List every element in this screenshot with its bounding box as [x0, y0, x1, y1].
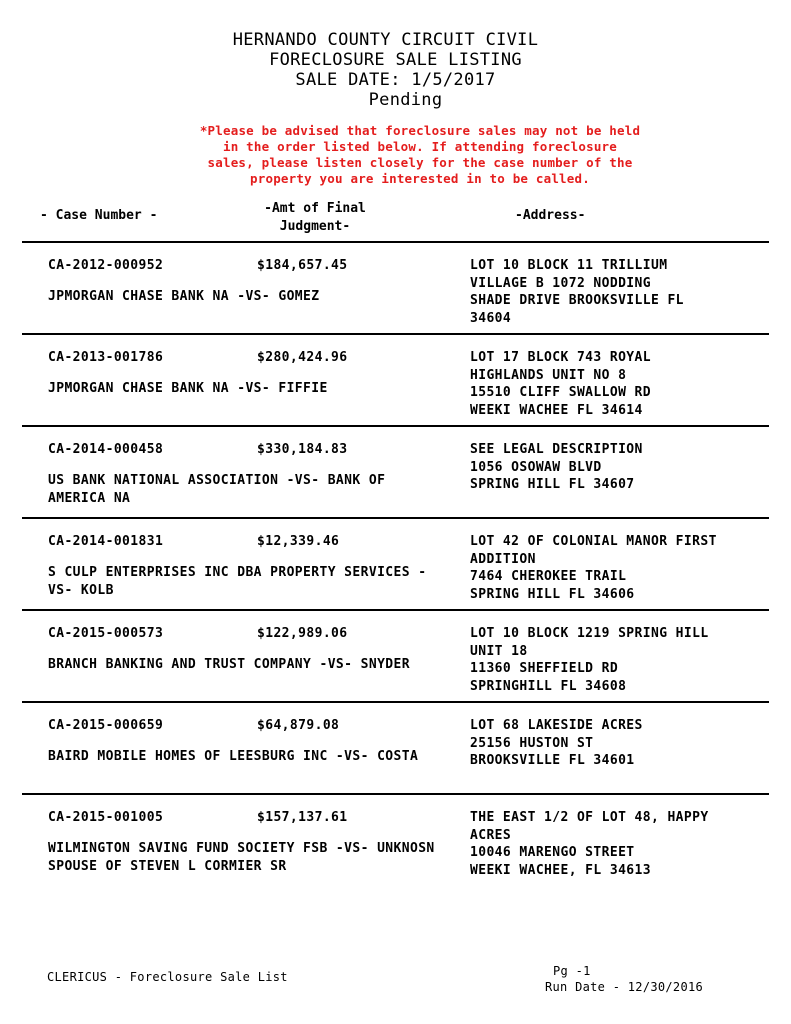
divider	[22, 241, 769, 243]
property-address: LOT 17 BLOCK 743 ROYAL HIGHLANDS UNIT NO 8 15510 CLIFF SWALLOW RD WEEKI WACHEE FL 34614	[470, 350, 651, 418]
property-address: LOT 10 BLOCK 1219 SPRING HILL UNIT 18 11360 SHEFFIELD RD SPRINGHILL FL 34608	[470, 626, 709, 694]
column-header-amount-line1: -Amt of Final	[264, 201, 366, 216]
property-address: LOT 42 OF COLONIAL MANOR FIRST ADDITION 7464 CHEROKEE TRAIL SPRING HILL FL 34606	[470, 534, 717, 602]
notice-line: property you are interested in to be called.	[250, 171, 590, 186]
divider	[22, 793, 769, 795]
title-listing: FORECLOSURE SALE LISTING	[269, 50, 522, 70]
case-parties: BRANCH BANKING AND TRUST COMPANY -VS- SNYDER	[48, 657, 410, 672]
property-address: LOT 10 BLOCK 11 TRILLIUM VILLAGE B 1072 NODDING SHADE DRIVE BROOKSVILLE FL 34604	[470, 258, 684, 326]
title-status: Pending	[368, 90, 443, 110]
judgment-amount: $280,424.96	[257, 350, 348, 365]
case-number: CA-2012-000952	[48, 258, 164, 273]
property-address: THE EAST 1/2 OF LOT 48, HAPPY ACRES 10046 MARENGO STREET WEEKI WACHEE, FL 34613	[470, 810, 709, 878]
case-number: CA-2015-000659	[48, 718, 164, 733]
case-number: CA-2013-001786	[48, 350, 164, 365]
property-address: LOT 68 LAKESIDE ACRES 25156 HUSTON ST BROOKSVILLE FL 34601	[470, 718, 643, 768]
listing-entry	[0, 809, 791, 901]
judgment-amount: $64,879.08	[257, 718, 340, 733]
case-parties: WILMINGTON SAVING FUND SOCIETY FSB -VS- UNKNOSN SPOUSE OF STEVEN L CORMIER SR	[48, 841, 435, 874]
divider	[22, 701, 769, 703]
column-header-case-number: - Case Number -	[40, 208, 158, 223]
divider	[22, 517, 769, 519]
property-address: SEE LEGAL DESCRIPTION 1056 OSOWAW BLVD SPRING HILL FL 34607	[470, 442, 643, 492]
listing-entry	[0, 441, 791, 533]
judgment-amount: $122,989.06	[257, 626, 348, 641]
report-title	[0, 30, 791, 110]
case-number: CA-2015-001005	[48, 810, 164, 825]
notice-line: sales, please listen closely for the case number of the	[207, 155, 633, 170]
column-header-address: -Address-	[515, 208, 586, 223]
case-parties: BAIRD MOBILE HOMES OF LEESBURG INC -VS- COSTA	[48, 749, 419, 764]
case-parties: JPMORGAN CHASE BANK NA -VS- FIFFIE	[48, 381, 328, 396]
title-county: HERNANDO COUNTY CIRCUIT CIVIL	[232, 30, 539, 50]
listing-entry	[0, 349, 791, 441]
listing-entry	[0, 533, 791, 625]
case-number: CA-2014-001831	[48, 534, 164, 549]
page-number: Pg -1	[553, 964, 591, 978]
judgment-amount: $157,137.61	[257, 810, 348, 825]
footer-page-info	[545, 963, 703, 995]
case-parties: JPMORGAN CHASE BANK NA -VS- GOMEZ	[48, 289, 320, 304]
judgment-amount: $330,184.83	[257, 442, 348, 457]
column-header-amount-line2: Judgment-	[279, 219, 351, 234]
listing-entry	[0, 717, 791, 809]
notice-line: in the order listed below. If attending foreclosure	[222, 139, 617, 154]
notice-line: *Please be advised that foreclosure sales may not be held	[199, 123, 641, 138]
divider	[22, 333, 769, 335]
case-number: CA-2015-000573	[48, 626, 164, 641]
divider	[22, 609, 769, 611]
run-date: Run Date - 12/30/2016	[545, 980, 704, 994]
sale-notice	[190, 123, 650, 187]
column-header-amount	[250, 200, 380, 236]
case-parties: US BANK NATIONAL ASSOCIATION -VS- BANK OF AMERICA NA	[48, 473, 386, 506]
case-number: CA-2014-000458	[48, 442, 164, 457]
divider	[22, 425, 769, 427]
listing-entry	[0, 625, 791, 717]
title-sale-date: SALE DATE: 1/5/2017	[295, 70, 496, 90]
case-parties: S CULP ENTERPRISES INC DBA PROPERTY SERVICES -VS- KOLB	[48, 565, 427, 598]
judgment-amount: $12,339.46	[257, 534, 340, 549]
judgment-amount: $184,657.45	[257, 258, 348, 273]
listing-entry	[0, 257, 791, 349]
footer-report-name: CLERICUS - Foreclosure Sale List	[47, 970, 288, 984]
